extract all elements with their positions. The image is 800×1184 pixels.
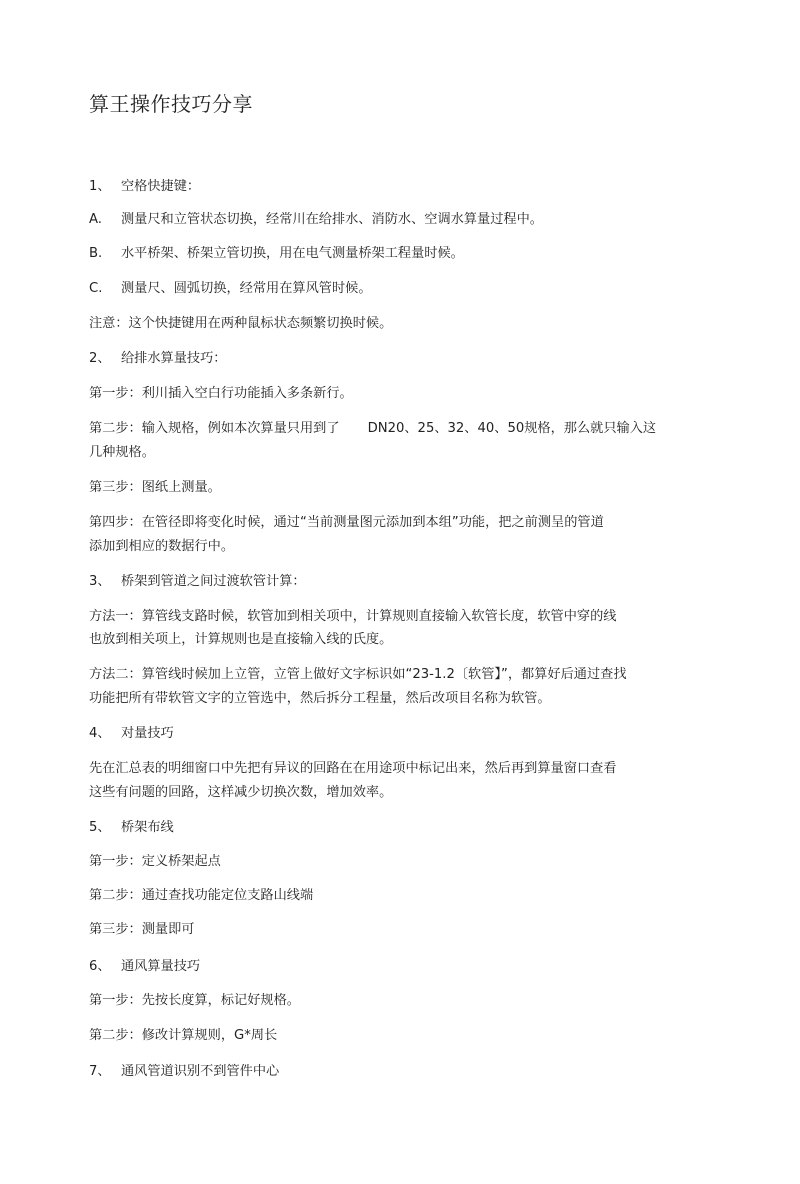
item-text: 测量尺和立管状态切换，经常川在给排水、消防水、空调水算量过程中。	[121, 212, 543, 227]
section-number: 7、	[89, 1064, 111, 1079]
section-number: 1、	[89, 179, 111, 194]
section-number: 3、	[89, 574, 111, 589]
section-1-heading	[89, 175, 200, 199]
section-6-step-2: 第二步：修改计算规则，G*周长	[89, 1028, 278, 1043]
section-3-heading	[89, 570, 306, 594]
section-title: 桥架布线	[121, 820, 174, 835]
section-title: 给排水算量技巧：	[121, 351, 227, 366]
section-title: 桥架到管道之间过渡软管计算：	[121, 574, 306, 589]
step-text-cont: DN20、25、32、40、50规格，那么就只输入这	[367, 421, 657, 436]
section-2-heading	[89, 347, 227, 371]
section-1-item-b	[89, 242, 464, 266]
section-3-method-1-cont: 也放到相关项上，计算规则也是直接输入线的氏度。	[89, 632, 393, 647]
section-3-method-2: 方法二：算管线时候加上立管，立管上做好文字标识如“23-1.2〔软管】”，都算好后通过查找	[89, 667, 627, 682]
section-4-body-cont: 这些有问题的回路，这样减少切换次数，增加效率。	[89, 785, 393, 800]
section-3-method-2-cont: 功能把所有带软管文字的立管选中，然后拆分工程量，然后改项目名称为软管。	[89, 691, 551, 706]
section-1-note: 注意：这个快捷键用在两种鼠标状态频繁切换时候。	[89, 316, 393, 331]
item-marker: B.	[89, 246, 103, 261]
item-text: 测量尺、圆弧切换，经常用在算风管时候。	[121, 281, 372, 296]
section-title: 对量技巧	[121, 726, 174, 741]
section-6-step-1: 第一步：先按长度算，标记好规格。	[89, 993, 300, 1008]
section-4-heading	[89, 722, 174, 746]
section-7-heading	[89, 1060, 279, 1084]
section-5-step-2: 第二步：通过查找功能定位支路山线端	[89, 888, 314, 903]
section-1-item-c	[89, 277, 372, 301]
section-title: 通风算量技巧	[121, 959, 201, 974]
section-5-step-3: 第三步：测量即可	[89, 922, 195, 937]
section-6-heading	[89, 955, 200, 979]
section-2-step-3: 第三步：图纸上测量。	[89, 480, 221, 495]
section-4-body: 先在汇总表的明细窗口中先把有异议的回路在在用途项中标记出来，然后再到算量窗口查看	[89, 761, 617, 776]
section-number: 6、	[89, 959, 111, 974]
section-2-step-4-cont: 添加到相应的数据行中。	[89, 539, 235, 554]
section-2-step-1: 第一步：利川插入空白行功能插入多条新行。	[89, 386, 353, 401]
section-1-item-a	[89, 208, 543, 232]
section-5-heading	[89, 816, 174, 840]
section-number: 2、	[89, 351, 111, 366]
item-marker: C.	[89, 281, 103, 296]
item-text: 水平桥架、桥架立管切换，用在电气测量桥架工程量时候。	[121, 246, 464, 261]
section-title: 通风管道识别不到管件中心	[121, 1064, 280, 1079]
section-title: 空格快捷键：	[121, 179, 201, 194]
section-number: 5、	[89, 820, 111, 835]
document-title: 算王操作技巧分享	[89, 92, 253, 116]
section-2-step-2-cont: 几种规格。	[89, 445, 155, 460]
section-3-method-1: 方法一：算管线支路时候，软管加到相关项中，计算规则直接输入软管长度，软管中穿的线	[89, 609, 617, 624]
section-number: 4、	[89, 726, 111, 741]
step-text: 第二步：输入规格，例如本次算量只用到了	[89, 421, 340, 436]
section-2-step-2	[89, 417, 656, 441]
section-5-step-1: 第一步：定义桥架起点	[89, 854, 221, 869]
item-marker: A.	[89, 212, 102, 227]
section-2-step-4: 第四步：在管径即将变化时候，通过“当前测量图元添加到本组”功能，把之前测呈的管道	[89, 515, 604, 530]
